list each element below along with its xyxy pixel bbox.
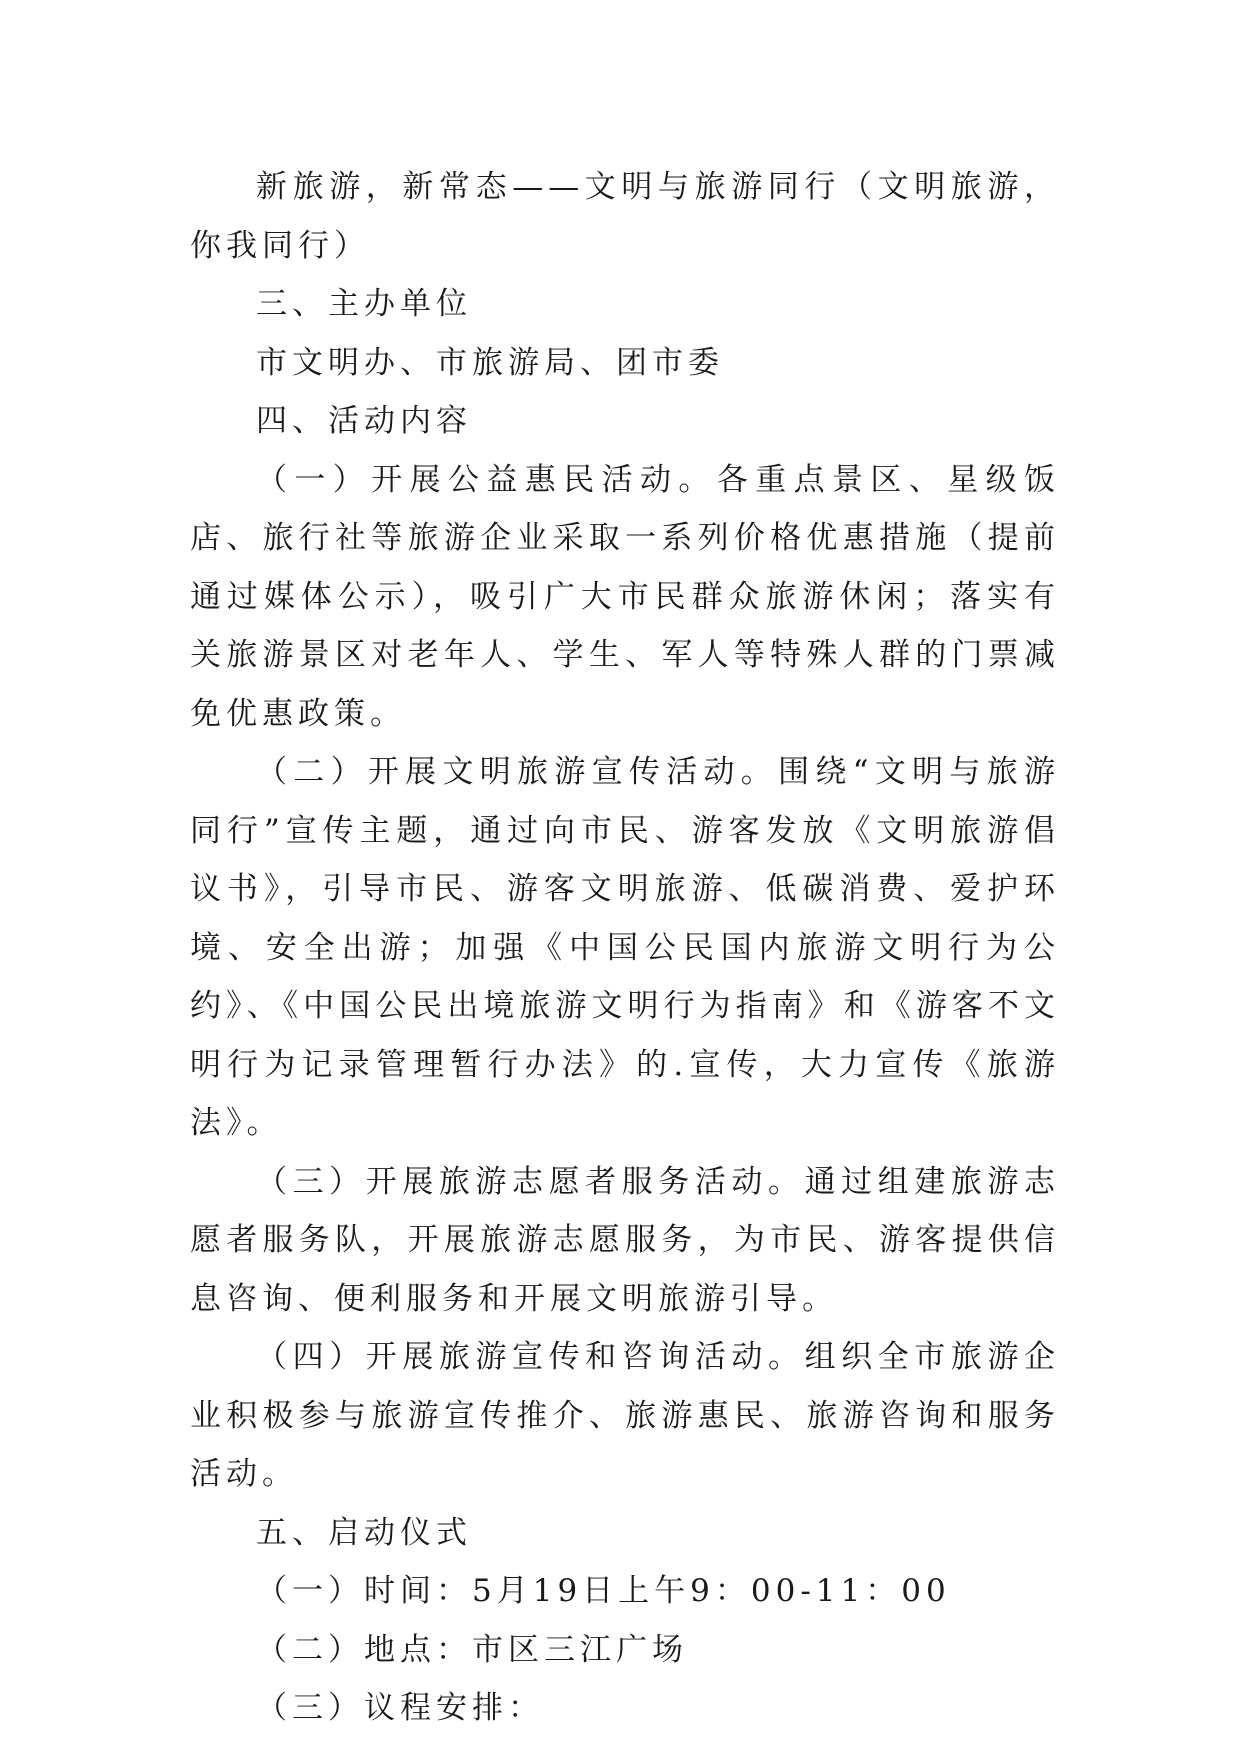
ceremony-location: （二）地点：市区三江广场 [256, 1631, 688, 1668]
activity-item-3: （三）开展旅游志愿者服务活动。通过组建旅游志愿者服务队，开展旅游志愿服务，为市民、游客提供信息咨询、便利服务和开展文明旅游引导。 [190, 1163, 1060, 1317]
document-page [190, 158, 1060, 1738]
slogan-paragraph: 新旅游，新常态——文明与旅游同行（文明旅游，你我同行） [190, 169, 1060, 264]
organizers-paragraph: 市文明办、市旅游局、团市委 [256, 344, 724, 381]
activity-item-2: （二）开展文明旅游宣传活动。围绕“文明与旅游同行”宣传主题，通过向市民、游客发放《文明旅游倡议书》，引导市民、游客文明旅游、低碳消费、爱护环境、安全出游；加强《中国公民国内旅游文明行为公约》、《中国公民出境旅游文明行为指南》和《游客不文明行为记录管理暂行办法》的.宣传，大力宣传《旅游法》。 [190, 754, 1060, 1141]
section-heading-activities: 四、活动内容 [256, 403, 472, 439]
activity-item-1: （一）开展公益惠民活动。各重点景区、星级饭店、旅行社等旅游企业采取一系列价格优惠措施（提前通过媒体公示），吸引广大市民群众旅游休闲；落实有关旅游景区对老年人、学生、军人等特殊人群的门票减免优惠政策。 [190, 461, 1060, 732]
ceremony-agenda: （三）议程安排： [256, 1690, 544, 1726]
ceremony-time: （一）时间：5月19日上午9：00-11：00 [256, 1573, 951, 1609]
section-heading-ceremony: 五、启动仪式 [256, 1514, 472, 1551]
section-heading-organizers: 三、主办单位 [256, 286, 472, 322]
activity-item-4: （四）开展旅游宣传和咨询活动。组织全市旅游企业积极参与旅游宣传推介、旅游惠民、旅游咨询和服务活动。 [190, 1339, 1060, 1492]
